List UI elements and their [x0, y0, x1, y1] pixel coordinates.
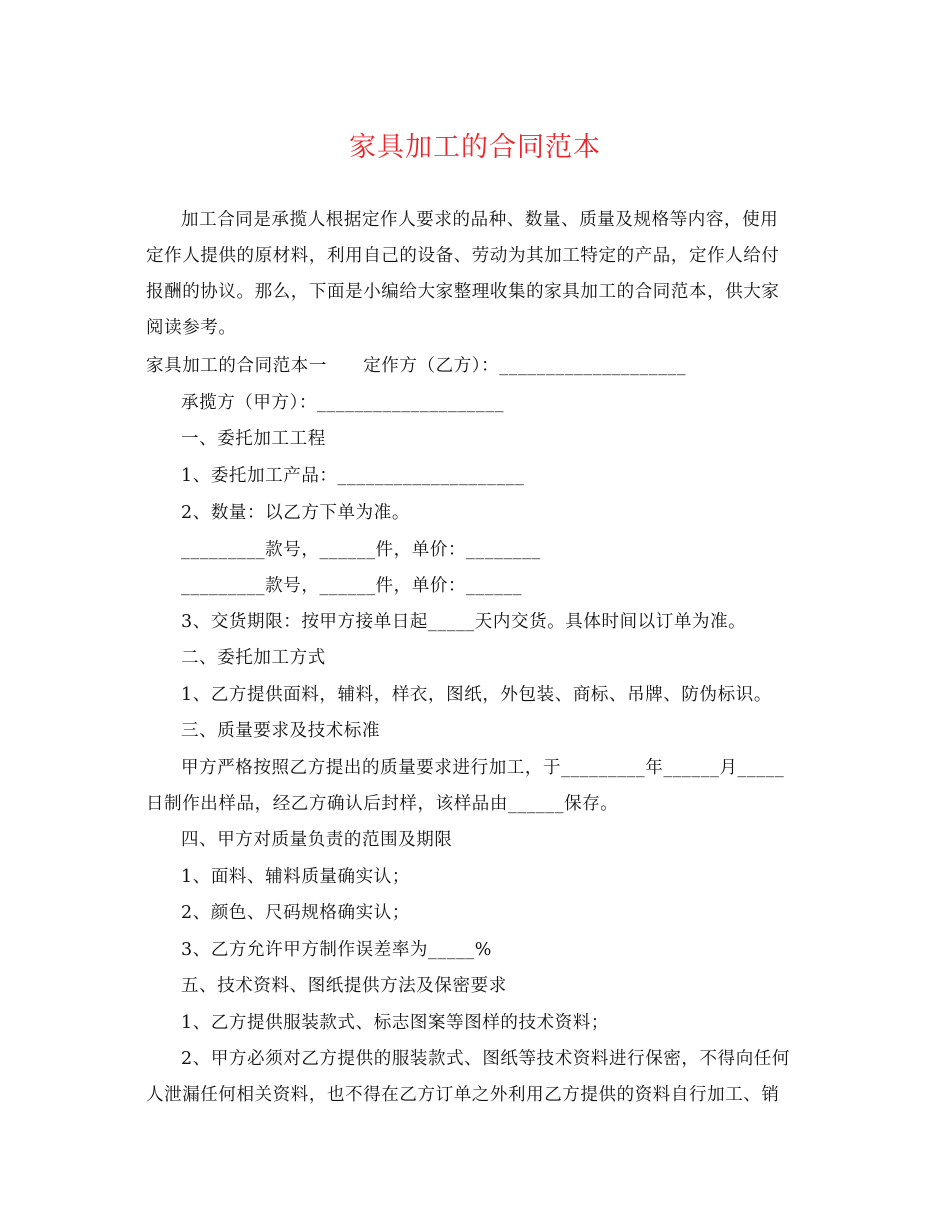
clause-line: _________款号，______件，单价：________ [181, 540, 541, 560]
section-heading: 三、质量要求及技术标准 [181, 721, 381, 741]
paragraph-line: 2、甲方必须对乙方提供的服装款式、图纸等技术资料进行保密，不得向任何 [181, 1049, 791, 1069]
paragraph-line: 定作人提供的原材料，利用自己的设备、劳动为其加工特定的产品，定作人给付 [146, 246, 780, 266]
clause-line: 2、数量：以乙方下单为准。 [181, 503, 410, 523]
clause-line: 1、面料、辅料质量确实认； [181, 867, 410, 887]
clause-line: 1、乙方提供面料，辅料，样衣，图纸，外包装、商标、吊牌、防伪标识。 [181, 685, 772, 705]
paragraph-line: 加工合同是承揽人根据定作人要求的品种、数量、质量及规格等内容，使用 [181, 210, 779, 230]
section-line: 家具加工的合同范本一 定作方（乙方）：____________________ [146, 356, 687, 376]
clause-line: _________款号，______件，单价：______ [181, 576, 523, 596]
section-heading: 二、委托加工方式 [181, 648, 326, 668]
clause-line: 1、乙方提供服装款式、标志图案等图样的技术资料； [181, 1013, 610, 1033]
clause-line: 2、颜色、尺码规格确实认； [181, 903, 410, 923]
clause-line: 1、委托加工产品：____________________ [181, 466, 525, 486]
section-heading: 四、甲方对质量负责的范围及期限 [181, 830, 453, 850]
document-title: 家具加工的合同范本 [349, 132, 601, 163]
paragraph-line: 报酬的协议。那么，下面是小编给大家整理收集的家具加工的合同范本，供大家 [146, 282, 780, 302]
paragraph-line: 阅读参考。 [146, 318, 237, 338]
paragraph-line: 日制作出样品，经乙方确认后封样，该样品由______保存。 [146, 794, 619, 814]
party-line: 承揽方（甲方）：____________________ [181, 393, 505, 413]
clause-line: 3、乙方允许甲方制作误差率为_____% [181, 940, 493, 960]
paragraph-line: 人泄漏任何相关资料，也不得在乙方订单之外利用乙方提供的资料自行加工、销 [146, 1085, 780, 1105]
section-heading: 一、委托加工工程 [181, 429, 326, 449]
section-heading: 五、技术资料、图纸提供方法及保密要求 [181, 976, 507, 996]
clause-line: 3、交货期限：按甲方接单日起_____天内交货。具体时间以订单为准。 [181, 612, 747, 632]
paragraph-line: 甲方严格按照乙方提出的质量要求进行加工，于_________年______月_____ [181, 758, 785, 778]
